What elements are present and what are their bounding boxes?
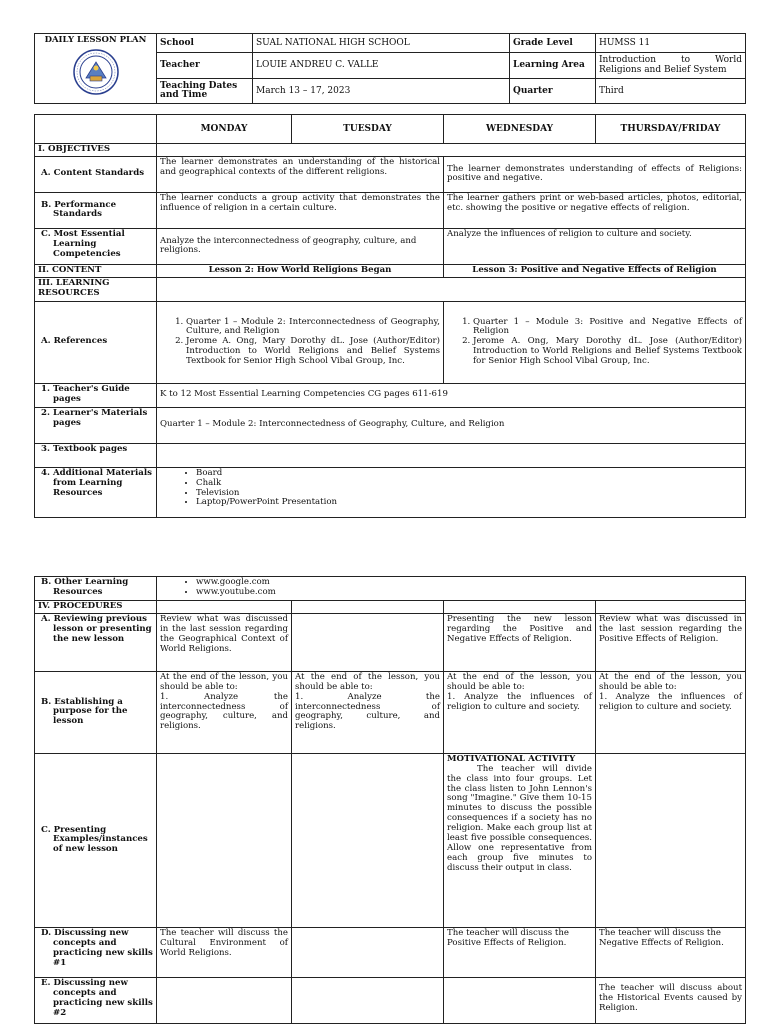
additional-materials-value: [157, 467, 746, 517]
resources-label: III. LEARNING RESOURCES: [35, 277, 157, 301]
presenting-thu: [596, 753, 746, 927]
material-item: • Chalk: [196, 479, 742, 489]
teachers-guide-value: K to 12 Most Essential Learning Competencies CG pages 611-619: [157, 383, 746, 407]
additional-materials-label: 4. Additional Materials from Learning Resources: [35, 467, 157, 517]
proc-blank-thu: [596, 601, 746, 614]
competencies-right: Analyze the influences of religion to culture and society.: [444, 228, 746, 264]
day-header-wed: WEDNESDAY: [444, 115, 596, 144]
purpose-label: B. Establishing a purpose for the lesson: [35, 671, 157, 753]
reviewing-mon: Review what was discussed in the last session regarding the Geographical Context of World Religions.: [157, 613, 292, 671]
reference-item: 2. Jerome A. Ong, Mary Dorothy dL. Jose (Author/Editor) Introduction to World Religions and Belief Systems Textbook for Senior High School Vibal Group, Inc.: [473, 337, 742, 367]
discussing1-mon: The teacher will discuss the Cultural Environment of World Religions.: [157, 927, 292, 977]
reviewing-wed: Presenting the new lesson regarding the Positive and Negative Effects of Religion.: [444, 613, 596, 671]
header-table: [34, 33, 746, 104]
motivational-title: MOTIVATIONAL ACTIVITY: [447, 753, 576, 764]
material-item: • Television: [196, 489, 742, 499]
proc-blank-mon: [157, 601, 292, 614]
proc-blank-tue: [292, 601, 444, 614]
discussing2-tue: [292, 977, 444, 1023]
textbook-label: 3. Textbook pages: [35, 443, 157, 467]
content-standards-right: The learner demonstrates understanding of effects of Religions: positive and negative.: [444, 156, 746, 192]
teacher-label: Teacher: [157, 53, 253, 79]
performance-standards-right: The learner gathers print or web-based articles, photos, editorial, etc. showing the positive or negative effects of religion.: [444, 192, 746, 228]
presenting-tue: [292, 753, 444, 927]
resources-blank: [157, 277, 746, 301]
reviewing-thu: Review what was discussed in the last session regarding the Positive Effects of Religion.: [596, 613, 746, 671]
quarter-label: Quarter: [510, 79, 596, 104]
discussing2-thu: The teacher will discuss about the Historical Events caused by Religion.: [596, 977, 746, 1023]
area-value: Introduction to World Religions and Belief System: [596, 53, 746, 79]
discussing2-label: E. Discussing new concepts and practicing new skills #2: [35, 977, 157, 1023]
presenting-wed: [444, 753, 596, 927]
content-right: Lesson 3: Positive and Negative Effects of Religion: [444, 264, 746, 277]
teachers-guide-label: 1. Teacher's Guide pages: [35, 383, 157, 407]
motivational-text: The teacher will divide the class into four groups. Let the class listen to John Lennon's song "Imagine." Give them 10-15 minutes to discuss the possible consequences if a society has no religion. Make each group list at least five possible consequences. Allow one representative from each group five minutes to discuss their output in class.: [447, 763, 592, 873]
content-label: II. CONTENT: [35, 264, 157, 277]
reference-item: 1. Quarter 1 – Module 3: Positive and Negative Effects of Religion: [473, 318, 742, 338]
dates-label: Teaching Dates and Time: [157, 79, 253, 104]
procedures-label: IV. PROCEDURES: [35, 601, 157, 614]
title-cell: [35, 34, 157, 104]
references-left: [157, 301, 444, 383]
discussing1-label: D. Discussing new concepts and practicing new skills #1: [35, 927, 157, 977]
purpose-wed: At the end of the lesson, you should be able to: 1. Analyze the influences of religion to culture and society.: [444, 671, 596, 753]
discussing1-wed: The teacher will discuss the Positive Effects of Religion.: [444, 927, 596, 977]
learners-materials-value: Quarter 1 – Module 2: Interconnectedness of Geography, Culture, and Religion: [157, 407, 746, 443]
school-label: School: [157, 34, 253, 53]
other-resources-label: B. Other Learning Resources: [35, 577, 157, 601]
discussing2-wed: [444, 977, 596, 1023]
quarter-value: Third: [596, 79, 746, 104]
material-item: • Laptop/PowerPoint Presentation: [196, 498, 742, 508]
discussing1-tue: [292, 927, 444, 977]
purpose-mon: At the end of the lesson, you should be able to: 1. Analyze the interconnectedness of geography, culture, and religions.: [157, 671, 292, 753]
grade-label: Grade Level: [510, 34, 596, 53]
school-value: SUAL NATIONAL HIGH SCHOOL: [253, 34, 510, 53]
content-standards-left: The learner demonstrates an understanding of the historical and geographical contexts of the different religions.: [157, 156, 444, 192]
performance-standards-label: B. Performance Standards: [35, 192, 157, 228]
learners-materials-label: 2. Learner's Materials pages: [35, 407, 157, 443]
area-label: Learning Area: [510, 53, 596, 79]
discussing1-thu: The teacher will discuss the Negative Effects of Religion.: [596, 927, 746, 977]
lesson-table: [34, 114, 746, 518]
day-header-thu: THURSDAY/FRIDAY: [596, 115, 746, 144]
plan-title: DAILY LESSON PLAN: [44, 35, 147, 45]
content-standards-label: A. Content Standards: [35, 156, 157, 192]
deped-seal-icon: [72, 48, 120, 96]
reference-item: 1. Quarter 1 – Module 2: Interconnectedness of Geography, Culture, and Religion: [186, 318, 440, 338]
objectives-blank: [157, 144, 746, 157]
procedures-table: [34, 576, 746, 1024]
presenting-mon: [157, 753, 292, 927]
purpose-thu: At the end of the lesson, you should be able to: 1. Analyze the influences of religion to culture and society.: [596, 671, 746, 753]
resource-link: • www.youtube.com: [196, 588, 742, 598]
teacher-value: LOUIE ANDREU C. VALLE: [253, 53, 510, 79]
dates-value: March 13 – 17, 2023: [253, 79, 510, 104]
objectives-label: I. OBJECTIVES: [35, 144, 157, 157]
reviewing-label: A. Reviewing previous lesson or presenting the new lesson: [35, 613, 157, 671]
competencies-label: C. Most Essential Learning Competencies: [35, 228, 157, 264]
resource-link: • www.google.com: [196, 578, 742, 588]
reviewing-tue: [292, 613, 444, 671]
other-resources-value: [157, 577, 746, 601]
proc-blank-wed: [444, 601, 596, 614]
performance-standards-left: The learner conducts a group activity that demonstrates the influence of religion in a certain culture.: [157, 192, 444, 228]
day-header-mon: MONDAY: [157, 115, 292, 144]
grade-value: HUMSS 11: [596, 34, 746, 53]
presenting-label: C. Presenting Examples/instances of new lesson: [35, 753, 157, 927]
purpose-tue: At the end of the lesson, you should be able to: 1. Analyze the interconnectedness of geography, culture, and religions.: [292, 671, 444, 753]
references-right: [444, 301, 746, 383]
discussing2-mon: [157, 977, 292, 1023]
competencies-left: Analyze the interconnectedness of geography, culture, and religions.: [157, 228, 444, 264]
day-header-tue: TUESDAY: [292, 115, 444, 144]
day-header-blank: [35, 115, 157, 144]
references-label: A. References: [35, 301, 157, 383]
reference-item: 2. Jerome A. Ong, Mary Dorothy dL. Jose (Author/Editor) Introduction to World Religions and Belief Systems Textbook for Senior High School Vibal Group, Inc.: [186, 337, 440, 367]
textbook-value: [157, 443, 746, 467]
content-left: Lesson 2: How World Religions Began: [157, 264, 444, 277]
material-item: • Board: [196, 469, 742, 479]
